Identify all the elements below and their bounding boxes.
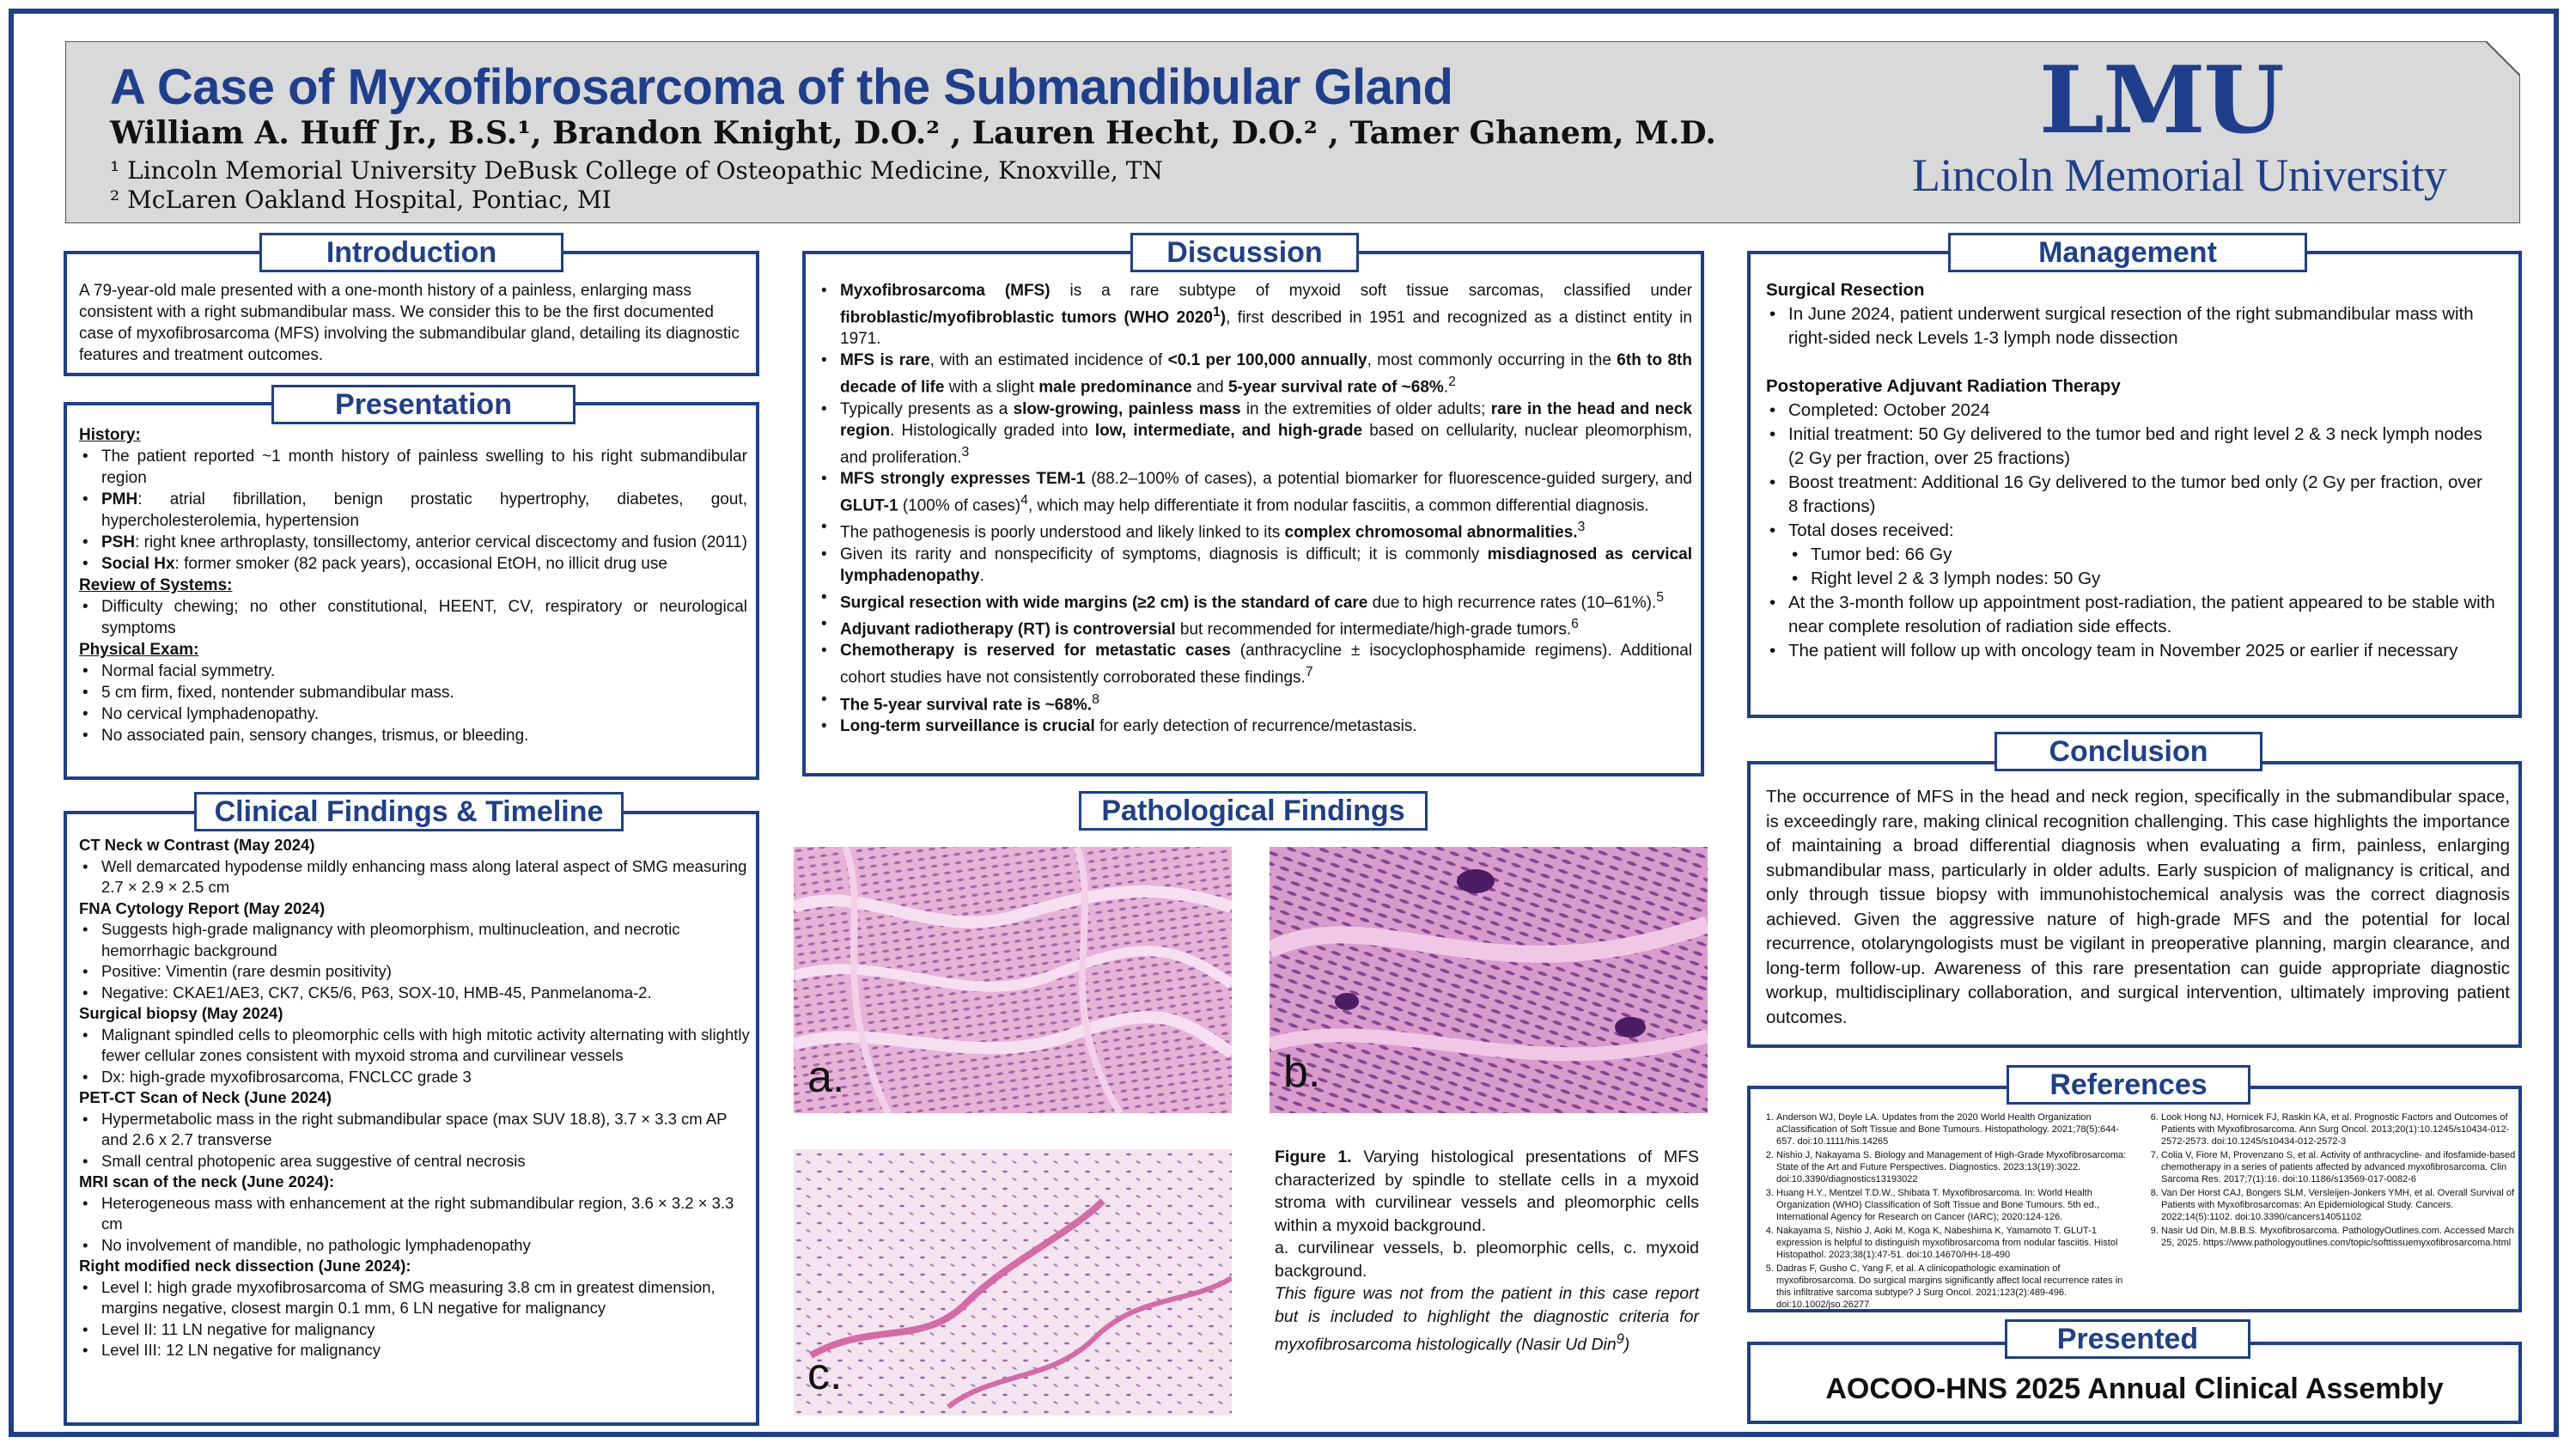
dose-item: • Right level 2 & 3 lymph nodes: 50 Gy (1788, 567, 2496, 591)
timeline-item: • Positive: Vimentin (rare desmin positivity) (79, 961, 758, 983)
discussion-text: fibroblastic/myofibroblastic tumors (WHO 2020 (840, 308, 1213, 327)
reference-item: 5. Dadras F, Gusho C, Yang F, et al. A clinicopathologic examination of myxofibrosarcoma. Do surgical margins significantly affect local recurrence rates in this infiltrative sarcoma subtype? J Surg Oncol. 2021;123(2):489-496. doi:10.1002/jso.26277 (1776, 1263, 2137, 1311)
timeline-item: • Heterogeneous mass with enhancement at the right submandibular region, 3.6 × 3.2 × 3.3 cm (79, 1193, 758, 1235)
history-label-social: Social Hx (101, 555, 175, 573)
conclusion-box (1747, 761, 2522, 1048)
discussion-text: low, intermediate, and high-grade (1094, 421, 1363, 440)
timeline-section-title: MRI scan of the neck (June 2024): (79, 1172, 335, 1190)
radiation-item (1766, 519, 2496, 591)
history-text: : former smoker (82 pack years), occasional EtOH, no illicit drug use (174, 555, 667, 573)
discussion-text: complex chromosomal abnormalities. (1284, 523, 1578, 542)
followup-item: • The patient will follow up with oncology team in November 2025 or earlier if necessary (1766, 639, 2496, 663)
citation-ref: 8 (1092, 691, 1099, 707)
discussion-item (818, 544, 1692, 587)
histology-image-b-art (1270, 847, 1708, 1113)
citation-ref: 1 (1212, 305, 1221, 320)
citation-ref: 3 (961, 444, 970, 460)
histology-image-b (1270, 847, 1708, 1113)
citation-ref: 6 (1571, 616, 1579, 631)
discussion-text: Given its rarity and nonspecificity of symptoms, diagnosis is difficult; it is commonly (840, 545, 1488, 563)
reference-item: 6. Look Hong NJ, Hornicek FJ, Raskin KA, et al. Prognostic Factors and Outcomes of Patients with Myxofibrosarcoma. Ann Surg Oncol. 2013;20(1):10.1245/s10434-012-2572-2573. doi:10.1245/s10434-012-2572-3 (2161, 1111, 2517, 1148)
surgical-list (1766, 302, 2496, 350)
history-text: : right knee arthroplasty, tonsillectomy, anterior cervical discectomy and fusion (2011) (135, 533, 747, 551)
presentation-box (64, 402, 759, 780)
lmu-logo: LMU (2039, 46, 2283, 155)
radiation-title: Postoperative Adjuvant Radiation Therapy (1766, 376, 2121, 396)
management-heading: Management (1948, 233, 2307, 272)
citation-ref: 2 (1448, 374, 1456, 390)
reference-item: 3. Huang H.Y., Mentzel T.D.W., Shibata T. Myxofibrosarcoma. In: World Health Organization (WHO) Classification of Soft Tissue and Bone Tumours. 5th ed., International Agency for Research on Cancer (IARC); 2020:124-126. (1776, 1187, 2137, 1223)
management-box (1747, 251, 2522, 718)
panel-label-b: b. (1283, 1047, 1321, 1097)
introduction-text: A 79-year-old male presented with a one-month history of a painless, enlarging mass consistent with a right submandibular mass. We consider this to be the first documented case of myxofibrosarcoma (MFS) involving the submandibular gland, detailing its diagnostic features and treatment outcomes. (79, 282, 740, 364)
author-list: William A. Huff Jr., B.S.¹, Brandon Knight, D.O.² , Lauren Hecht, D.O.² , Tamer Ghanem, M.D. (110, 115, 1716, 151)
dose-list (1788, 543, 2496, 591)
figure-caption-text: Varying histological presentations of MFS characterized by spindle to stellate cells in a myxoid stroma with curvilinear vessels and pleomorphic cells within a myxoid background. (1275, 1148, 1699, 1235)
discussion-item (818, 280, 1692, 350)
timeline-section-list (79, 919, 758, 1003)
reference-item: 7. Colia V, Fiore M, Provenzano S, et al. Activity of anthracycline- and ifosfamide-based chemotherapy in a series of patients affected by advanced myxofibrosarcoma. Clin Sarcoma Res. 2017;7(1):16. doi:10.1186/s13569-017-0082-6 (2161, 1149, 2517, 1185)
discussion-text: male predominance (1038, 378, 1192, 397)
presented-venue: AOCOO-HNS 2025 Annual Clinical Assembly (1825, 1373, 2444, 1405)
dose-item: • Tumor bed: 66 Gy (1788, 543, 2496, 567)
figure-caption-note-ref: 9 (1616, 1331, 1624, 1347)
discussion-text: due to high recurrence rates (10–61%). (1367, 593, 1657, 612)
history-list (79, 446, 747, 575)
figure-caption-note (1275, 1282, 1699, 1356)
discussion-text: misdiagnosed as cervical lymphadenopathy (840, 545, 1692, 585)
references-box (1747, 1086, 2522, 1312)
discussion-text: is a rare subtype of myxoid soft tissue sarcomas, classified under (1050, 282, 1692, 300)
discussion-text: (88.2–100% of cases), a potential biomarker for fluorescence-guided surgery, and (1085, 469, 1692, 488)
radiation-item: • Boost treatment: Additional 16 Gy delivered to the tumor bed only (2 Gy per fraction, over 8 fractions) (1766, 471, 2496, 519)
discussion-heading: Discussion (1130, 233, 1359, 272)
references-heading: References (2007, 1065, 2250, 1105)
references-left-column (1757, 1111, 2137, 1312)
figure-caption-main (1275, 1146, 1699, 1237)
history-text: The patient reported ~1 month history of painless swelling to his right submandibular region (101, 447, 747, 487)
discussion-text: GLUT-1 (840, 496, 898, 515)
surgical-title: Surgical Resection (1766, 280, 1925, 300)
radiation-item-text: Total doses received: (1788, 521, 1954, 540)
timeline-section-title: Surgical biopsy (May 2024) (79, 1004, 283, 1022)
discussion-list (818, 280, 1692, 737)
conclusion-heading: Conclusion (1994, 732, 2262, 771)
clinical-findings-content (79, 835, 758, 1361)
discussion-content (818, 280, 1692, 737)
exam-label: Physical Exam: (79, 641, 199, 659)
timeline-item: • Dx: high-grade myxofibrosarcoma, FNCLCC grade 3 (79, 1067, 758, 1088)
timeline-section-list (79, 856, 758, 898)
timeline-section-list (79, 1277, 758, 1361)
discussion-text: MFS strongly expresses TEM-1 (840, 469, 1086, 488)
histology-image-c (794, 1149, 1232, 1416)
figure-caption-note-text: This figure was not from the patient in this case report but is included to highlight the diagnostic criteria for myxofibrosarcoma histologically (Nasir Ud Din (1275, 1284, 1699, 1355)
history-item (79, 553, 747, 575)
discussion-text: for early detection of recurrence/metastasis. (1094, 716, 1417, 735)
exam-item: • 5 cm firm, fixed, nontender submandibular mass. (79, 682, 747, 703)
reference-item: 1. Anderson WJ, Doyle LA. Updates from the 2020 World Health Organization aClassification of Soft Tissue and Bone Tumours. Histopathology. 2021;78(5):644-657. doi:10.1111/his.14265 (1776, 1111, 2137, 1148)
timeline-item: • Malignant spindled cells to pleomorphic cells with high mitotic activity alternating with slightly fewer cellular zones consistent with myxoid stroma and curvilinear vessels (79, 1025, 758, 1067)
lmu-logo-wordmark: Lincoln Memorial University (1912, 149, 2447, 201)
exam-item: • No associated pain, sensory changes, trismus, or bleeding. (79, 725, 747, 746)
exam-item: • No cervical lymphadenopathy. (79, 703, 747, 725)
followup-item: • At the 3-month follow up appointment post-radiation, the patient appeared to be stable with near complete resolution of radiation side effects. (1766, 591, 2496, 639)
history-label: History: (79, 426, 141, 444)
discussion-text: Long-term surveillance is crucial (840, 716, 1095, 735)
references-list-right (2142, 1111, 2517, 1249)
management-content (1766, 278, 2496, 663)
ros-item: • Difficulty chewing; no other constitutional, HEENT, CV, respiratory or neurological symptoms (79, 596, 747, 639)
discussion-text: MFS is rare (840, 351, 930, 370)
discussion-item (818, 399, 1692, 468)
surgical-item: • In June 2024, patient underwent surgical resection of the right submandibular mass with right-sided neck Levels 1-3 lymph node dissection (1766, 302, 2496, 350)
reference-item: 4. Nakayama S, Nishio J, Aoki M, Koga K, Nabeshima K, Yamamoto T. GLUT-1 expression is helpful to distinguish myxofibrosarcoma from nodular fasciitis. Histol Histopathol. 2023;38(1):47-51. doi:10.14670/HH-18-490 (1776, 1225, 2137, 1261)
discussion-text: Adjuvant radiotherapy (RT) is controversial (840, 620, 1176, 639)
histology-image-c-art (794, 1149, 1232, 1416)
discussion-text: , which may help differentiate it from nodular fasciitis, a common differential diagnosis. (1027, 496, 1649, 515)
timeline-section-list (79, 1109, 758, 1172)
affiliation-1: ¹ Lincoln Memorial University DeBusk College of Osteopathic Medicine, Knoxville, TN (110, 156, 1163, 185)
history-label-psh: PSH (101, 533, 136, 551)
discussion-text: . (1443, 378, 1449, 397)
presented-heading: Presented (2005, 1319, 2250, 1359)
references-list-left (1757, 1111, 2137, 1311)
histology-image-a (794, 847, 1232, 1113)
discussion-text: in the extremities of older adults; (1240, 399, 1491, 418)
history-item (79, 489, 747, 532)
discussion-text: and (1191, 378, 1228, 397)
figure-caption-list: a. curvilinear vessels, b. pleomorphic cells, c. myxoid background. (1275, 1239, 1699, 1281)
discussion-text: rare in the head and neck region (840, 399, 1692, 440)
references-right-column (2142, 1111, 2517, 1251)
history-text: : atrial fibrillation, benign prostatic hypertrophy, diabetes, gout, hypercholesterolemia, hypertension (101, 490, 747, 530)
timeline-section-list (79, 1025, 758, 1088)
discussion-item (818, 468, 1692, 516)
history-label-pmh: PMH (101, 490, 138, 508)
timeline-item: • Level I: high grade myxofibrosarcoma of SMG measuring 3.8 cm in greatest dimension, margins negative, closest margin 0.1 mm, 6 LN negative for malignancy (79, 1277, 758, 1319)
timeline-item: • Level II: 11 LN negative for malignancy (79, 1319, 758, 1341)
discussion-text: <0.1 per 100,000 annually (1167, 351, 1367, 370)
figure-caption-lead: Figure 1. (1275, 1148, 1352, 1166)
discussion-text: Chemotherapy is reserved for metastatic cases (840, 642, 1231, 661)
panel-label-c: c. (807, 1349, 843, 1399)
discussion-text: 5-year survival rate of ~68% (1227, 378, 1444, 397)
citation-ref: 3 (1577, 520, 1586, 535)
radiation-item: • Completed: October 2024 (1766, 399, 2496, 423)
radiation-item: • Initial treatment: 50 Gy delivered to the tumor bed and right level 2 & 3 neck lymph nodes (2 Gy per fraction, over 25 fractions) (1766, 423, 2496, 471)
discussion-text: Myxofibrosarcoma (MFS) (840, 282, 1050, 300)
timeline-section-list (79, 1193, 758, 1257)
poster-title: A Case of Myxofibrosarcoma of the Submandibular Gland (110, 59, 1453, 115)
timeline-item: • Hypermetabolic mass in the right submandibular space (max SUV 18.8), 3.7 × 3.3 cm AP and 2.6 x 2.7 transverse (79, 1109, 758, 1151)
timeline-section-title: PET-CT Scan of Neck (June 2024) (79, 1088, 332, 1106)
citation-ref: 7 (1305, 665, 1313, 680)
discussion-item (818, 689, 1692, 715)
ros-list (79, 596, 747, 639)
discussion-text: slow-growing, painless mass (1013, 399, 1241, 418)
timeline-item: • No involvement of mandible, no pathologic lymphadenopathy (79, 1235, 758, 1257)
reference-item: 9. Nasir Ud Din, M.B.B.S. Myxofibrosarcoma. PathologyOutlines.com. Accessed March 25, 2025. https://www.pathologyoutlines.com/topic/softtissuemyxofibrosarcoma.html (2161, 1225, 2517, 1249)
discussion-text: The pathogenesis is poorly understood and likely linked to its (840, 523, 1285, 542)
reference-item: 2. Nishio J, Nakayama S. Biology and Management of High-Grade Myxofibrosarcoma: State of the Art and Future Perspectives. Diagnostics. 2023;13(19):3022. doi:10.3390/diagnostics13193022 (1776, 1149, 2137, 1185)
timeline-item: • Small central photopenic area suggestive of central necrosis (79, 1151, 758, 1172)
exam-list (79, 661, 747, 746)
ros-label: Review of Systems: (79, 576, 233, 594)
introduction-heading: Introduction (259, 233, 563, 272)
timeline-section-title: Right modified neck dissection (June 2024): (79, 1257, 411, 1275)
radiation-list (1766, 399, 2496, 663)
history-item (79, 446, 747, 489)
discussion-text: . Histologically graded into (890, 421, 1095, 440)
discussion-item (818, 516, 1692, 543)
timeline-item: • Suggests high-grade malignancy with pleomorphism, multinucleation, and necrotic hemorrhagic background (79, 919, 758, 961)
spacer (1766, 350, 2496, 374)
discussion-text: (anthracycline ± isocyclophosphamide regimens). Additional cohort studies have not consistently corroborated these findings. (840, 642, 1692, 687)
affiliation-2: ² McLaren Oakland Hospital, Pontiac, MI (110, 186, 612, 214)
poster-header (65, 41, 2520, 223)
discussion-box (802, 251, 1704, 776)
histology-image-a-art (794, 847, 1232, 1113)
panel-label-a: a. (807, 1052, 845, 1102)
exam-item: • Normal facial symmetry. (79, 661, 747, 682)
figure-caption (1275, 1146, 1699, 1356)
citation-ref: 4 (1020, 492, 1028, 508)
citation-ref: 5 (1656, 589, 1665, 605)
discussion-text: , first described in 1951 and recognized as a distinct entity in 1971. (840, 308, 1692, 349)
figure-caption-note-end: ) (1623, 1335, 1630, 1355)
clinical-findings-box (64, 811, 759, 1426)
timeline-item: • Level III: 12 LN negative for malignancy (79, 1340, 758, 1361)
discussion-item (818, 640, 1692, 688)
conclusion-text: The occurrence of MFS in the head and neck region, specifically in the submandibular space, is exceedingly rare, making clinical recognition challenging. This case highlights the importance of maintaining a broad differential diagnosis when evaluating a firm, painless, enlarging submandibular mass, particularly in older adults. Early suspicion of malignancy is critical, and only through tissue biopsy with immunohistochemical analysis was the correct diagnosis achieved. Given the aggressive nature of high-grade MFS and the potential for local recurrence, otolaryngologists must be vigilant in preoperative planning, margin clearance, and long-term follow-up. Awareness of this rare presentation can guide appropriate diagnostic workup, multidisciplinary collaboration, and surgical intervention, ultimately improving patient outcomes. (1766, 787, 2510, 1027)
discussion-text: 6th to 8th decade of life (840, 351, 1692, 397)
discussion-text: with a slight (944, 378, 1039, 397)
presentation-content (79, 424, 747, 746)
presentation-heading: Presentation (271, 385, 575, 424)
discussion-text: but recommended for intermediate/high-grade tumors. (1175, 620, 1572, 639)
discussion-item (818, 715, 1692, 737)
discussion-item (818, 613, 1692, 640)
discussion-text: , most commonly occurring in the (1367, 351, 1617, 370)
discussion-text: based on cellularity, nuclear pleomorphism, and proliferation. (840, 421, 1692, 466)
discussion-item (818, 350, 1692, 398)
pathological-findings-heading: Pathological Findings (1079, 791, 1428, 831)
timeline-item: • Well demarcated hypodense mildly enhancing mass along lateral aspect of SMG measuring 2.7 × 2.9 × 2.5 cm (79, 856, 758, 898)
timeline-section-title: CT Neck w Contrast (May 2024) (79, 836, 315, 854)
discussion-item (818, 587, 1692, 613)
discussion-text: Surgical resection with wide margins (≥2 cm) is the standard of care (840, 593, 1368, 612)
timeline-item: • Negative: CKAE1/AE3, CK7, CK5/6, P63, SOX-10, HMB-45, Panmelanoma-2. (79, 983, 758, 1004)
discussion-text: ) (1220, 308, 1227, 327)
discussion-text: Typically presents as a (840, 399, 1014, 418)
discussion-text: . (979, 566, 984, 585)
discussion-text: The 5-year survival rate is ~68%. (840, 695, 1093, 714)
discussion-text: (100% of cases) (898, 496, 1021, 515)
discussion-text: , with an estimated incidence of (929, 351, 1168, 370)
history-item (79, 532, 747, 553)
clinical-findings-heading: Clinical Findings & Timeline (194, 792, 624, 831)
timeline-section-title: FNA Cytology Report (May 2024) (79, 898, 326, 917)
reference-item: 8. Van Der Horst CAJ, Bongers SLM, Versleijen-Jonkers YMH, et al. Overall Survival of Patients with Myxofibrosarcomas: An Epidemiological Study. Cancers. 2022;14(5):1102. doi:10.3390/cancers14051102 (2161, 1187, 2517, 1223)
